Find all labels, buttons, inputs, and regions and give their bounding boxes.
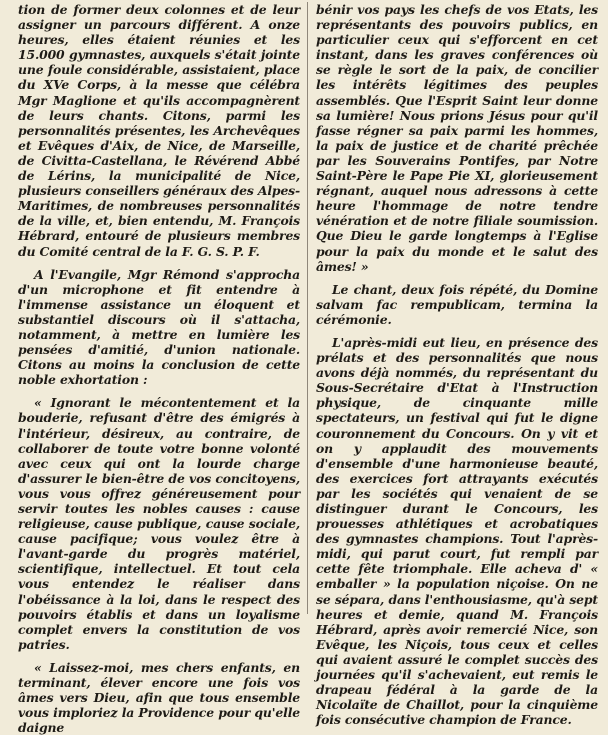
paragraph-evangile-discourse: A l'Evangile, Mgr Rémond s'approcha d'un microphone et fit entendre à l'immense assistance un éloquent et substantiel discours où il s'attacha, notamment, à mettre en lumière les pensées d'amitié, d'union nationale. Citons au moins la conclusion de cette noble exhortation :: [18, 266, 300, 388]
left-column: [18, 2, 300, 735]
paragraph-exhortation-quote: « Ignorant le mécontentement et la bouderie, refusant d'être des émigrés à l'intérieur, désireux, au contraire, de collaborer de toute votre bonne volonté avec ceux qui ont la lourde charge d'assurer le bien-être de vos concitoyens, vous vous offrez généreusement pour servir toutes les nobles causes : cause religieuse, cause publique, cause sociale, cause pacifique; vous voulez être à l'avant-garde du progrès matériel, scientifique, intellectuel. Et tout cela vous entendez le réaliser dans l'obéissance à la loi, dans le respect des pouvoirs établis et dans un loyalisme complet envers la constitution de vos patries.: [18, 395, 300, 652]
paragraph-closing-quote-start: « Laissez-moi, mes chers enfants, en terminant, élever encore une fois vos âmes vers Dieu, afin que tous ensemble vous imploriez la Providence pour qu'elle daigne: [18, 659, 300, 735]
column-divider: [307, 2, 308, 614]
paragraph-domine-salvam: Le chant, deux fois répété, du Domine salvam fac rempublicam, termina la cérémonie.: [316, 281, 598, 327]
paragraph-mass-ceremony: tion de former deux colonnes et de leur assigner un parcours différent. A onze heures, elles étaient réunies et les 15.000 gymnastes, auxquels s'était jointe une foule considérable, assistaient, place du XVe Corps, à la messe que célébra Mgr Maglione et qu'ils accompagnèrent de leurs chants. Citons, parmi les personnalités présentes, les Archevêques et Evêques d'Aix, de Nice, de Marseille, de Civitta-Castellana, le Révérend Abbé de Lérins, la municipalité de Nice, plusieurs conseillers généraux des Alpes-Maritimes, de nombreuses personnalités de la ville, et, bien entendu, M. François Hébrard, entouré de plusieurs membres du Comité central de la F. G. S. P. F.: [18, 2, 300, 259]
paragraph-closing-quote-end: bénir vos pays les chefs de vos Etats, les représentants des pouvoirs publics, en particulier ceux qui s'efforcent en cet instant, dans les graves conférences où se règle le sort de la paix, de concilier les intérêts légitimes des peuples assemblés. Que l'Esprit Saint leur donne sa lumière! Nous prions Jésus pour qu'il fasse régner sa paix parmi les hommes, la paix de justice et de charité prêchée par les Souverains Pontifes, par Notre Saint-Père le Pape Pie XI, glorieusement régnant, auquel nous adressons à cette heure l'hommage de notre tendre vénération et de notre filiale soumission. Que Dieu le garde longtemps à l'Eglise pour la paix du monde et le salut des âmes! »: [316, 2, 598, 274]
right-column: [316, 2, 598, 727]
paragraph-afternoon-festival: L'après-midi eut lieu, en présence des prélats et des personnalités que nous avons déjà nommés, du représentant du Sous-Secrétaire d'Etat à l'Instruction physique, de cinquante mille spectateurs, un festival qui fut le digne couronnement du Concours. On y vit et on y applaudit des mouvements d'ensemble d'une harmonieuse beauté, des exercices fort attrayants exécutés par les sociétés qui venaient de se distinguer durant le Concours, les prouesses athlétiques et acrobatiques des gymnastes champions. Tout l'après-midi, qui parut court, fut rempli par cette fête triomphale. Elle acheva d' « emballer » la population niçoise. On ne se sépara, dans l'enthousiasme, qu'à sept heures et demie, quand M. François Hébrard, après avoir remercié Nice, son Evêque, les Niçois, tous ceux et celles qui avaient assuré le complet succès des journées qu'il s'achevaient, eut remis le drapeau fédéral à la garde de la Nicolaïte de Chaillot, pour la cinquième fois consécutive champion de France.: [316, 334, 598, 728]
